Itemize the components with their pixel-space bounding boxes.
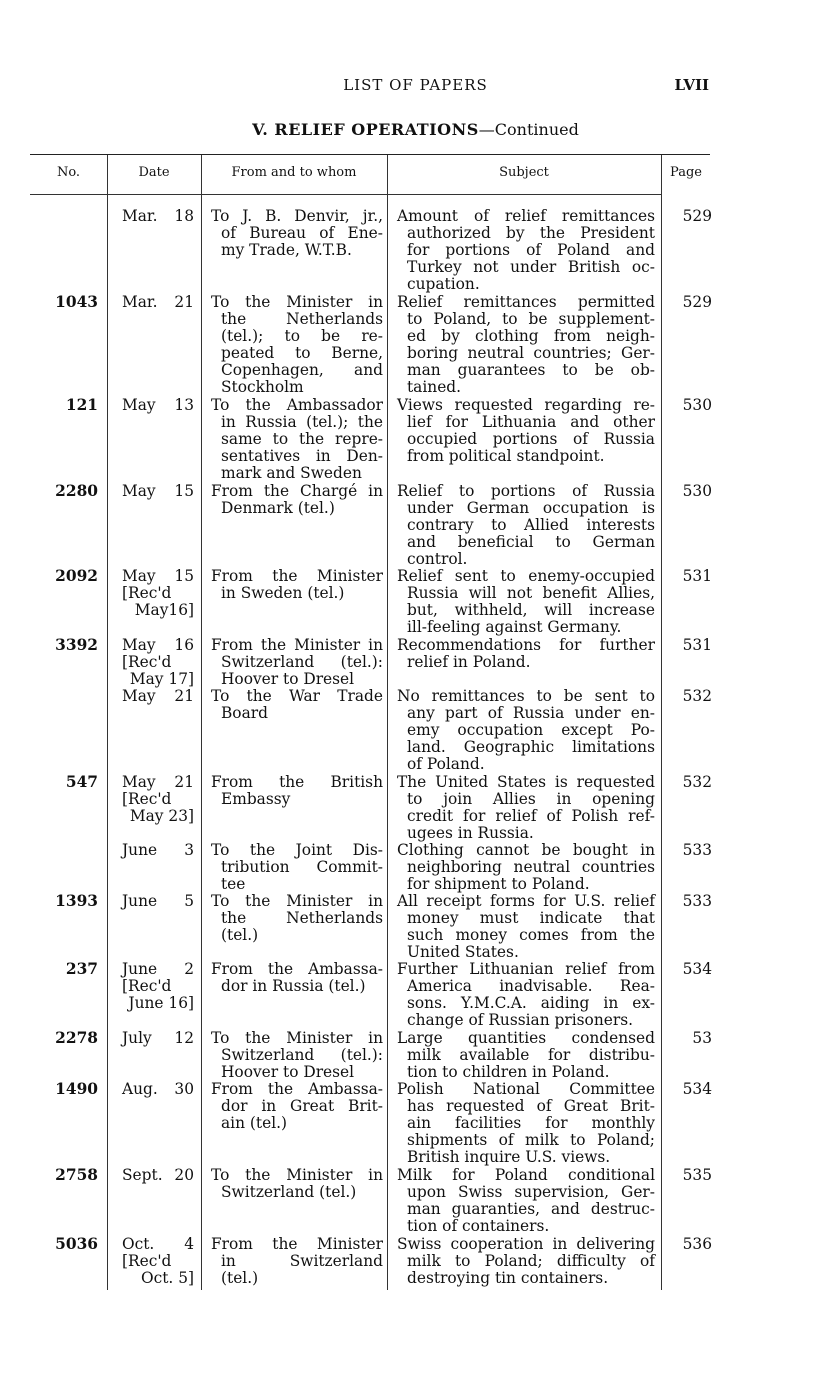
entry-page: 530 xyxy=(682,482,712,500)
entry-date-sent: May 15 xyxy=(122,567,194,585)
entry-subject: Further Lithuanian relief from America inadvisable. Rea- sons. Y.M.C.A. aiding in ex- change of Russian prisoners. xyxy=(397,960,655,1030)
entry-page: 532 xyxy=(682,687,712,705)
entry-date-sent: Aug. 30 xyxy=(122,1080,194,1098)
entry-date-sent: June 3 xyxy=(122,841,194,859)
entry-from-to: To the War Trade Board xyxy=(211,687,383,723)
entry-from-to: From the Minister in Sweden (tel.) xyxy=(211,567,383,603)
header-rule-date xyxy=(108,194,201,195)
entry-date xyxy=(122,842,194,859)
entry-date-sent: June 2 xyxy=(122,960,194,978)
entry-date xyxy=(122,1167,194,1184)
section-title-main: V. RELIEF OPERATIONS xyxy=(252,120,479,139)
entry-date xyxy=(122,568,194,619)
entry-from-to: To the Minister in Switzerland (tel.) xyxy=(211,1166,383,1202)
entry-date xyxy=(122,774,194,825)
entry-date-received: [Rec'd xyxy=(122,1252,172,1271)
entry-page: 531 xyxy=(682,636,712,654)
column-header-page: Page xyxy=(670,165,702,180)
entry-page: 531 xyxy=(682,567,712,585)
entry-date-sent: May 15 xyxy=(122,482,194,500)
entry-subject: Relief remittances permitted to Poland, to be supplement- ed by clothing from neigh- boring neutral countries; Ger- man guarantees to be ob- tained. xyxy=(397,293,655,397)
entry-subject: Relief to portions of Russia under German occupation is contrary to Allied interests and beneficial to German control. xyxy=(397,482,655,569)
entry-subject: Amount of relief remittances authorized by the President for portions of Poland and Turkey not under British oc- cupation. xyxy=(397,207,655,294)
entry-subject: The United States is requested to join Allies in opening credit for relief of Polish ref- ugees in Russia. xyxy=(397,773,655,843)
entry-page: 529 xyxy=(682,293,712,311)
entry-date-sent: May 16 xyxy=(122,636,194,654)
entry-page: 536 xyxy=(682,1235,712,1253)
column-divider-from-subject xyxy=(387,155,388,1290)
entry-number: 547 xyxy=(65,773,98,791)
entry-subject: Relief sent to enemy-occupied Russia will not benefit Allies, but, withheld, will increase ill-feeling against Germany. xyxy=(397,567,655,637)
column-header-from: From and to whom xyxy=(231,165,357,180)
entry-date-sent: June 5 xyxy=(122,892,194,910)
entry-subject: Recommendations for further relief in Poland. xyxy=(397,636,655,672)
entry-page: 533 xyxy=(682,892,712,910)
entry-date xyxy=(122,397,194,414)
entry-date xyxy=(122,1236,194,1287)
column-divider-date-from xyxy=(201,155,202,1290)
entry-date-received: Oct. 5] xyxy=(140,1269,194,1288)
folio-page-number: LVII xyxy=(674,76,709,94)
entry-page: 53 xyxy=(692,1029,712,1047)
entry-date xyxy=(122,893,194,910)
entry-page: 530 xyxy=(682,396,712,414)
entry-from-to: From the British Embassy xyxy=(211,773,383,809)
entry-number: 2278 xyxy=(55,1029,98,1047)
entry-subject: Milk for Poland conditional upon Swiss supervision, Ger- man guaranties, and destruc- tion of containers. xyxy=(397,1166,655,1236)
entry-from-to: To the Minister in Switzerland (tel.): Hoover to Dresel xyxy=(211,1029,383,1082)
entry-number: 237 xyxy=(65,960,98,978)
column-header-date: Date xyxy=(138,165,170,180)
entry-from-to: To the Joint Dis- tribution Commit- tee xyxy=(211,841,383,894)
entry-number: 1490 xyxy=(55,1080,98,1098)
entry-number: 1393 xyxy=(55,892,98,910)
entry-date-received: [Rec'd xyxy=(122,977,172,996)
entry-date xyxy=(122,208,194,225)
entry-from-to: From the Chargé in Denmark (tel.) xyxy=(211,482,383,518)
entry-from-to: To the Ambassador in Russia (tel.); the same to the repre- sentatives in Den- mark and Sweden xyxy=(211,396,383,483)
column-header-no: No. xyxy=(56,165,81,180)
entry-number: 121 xyxy=(65,396,98,414)
entry-date xyxy=(122,1081,194,1098)
section-title-suffix: —Continued xyxy=(478,120,579,139)
entry-date-sent: May 21 xyxy=(122,773,194,791)
header-rule-subject xyxy=(388,194,661,195)
table-top-rule xyxy=(30,154,710,155)
entry-from-to: To the Minister in the Netherlands (tel.); to be re- peated to Berne, Copenhagen, and Stockholm xyxy=(211,293,383,397)
entry-date-received: May16] xyxy=(134,601,194,620)
column-header-subject: Subject xyxy=(499,165,549,180)
entry-subject: All receipt forms for U.S. relief money must indicate that such money comes from the United States. xyxy=(397,892,655,962)
column-divider-subject-page xyxy=(661,155,662,1290)
entry-number: 5036 xyxy=(55,1235,98,1253)
entry-number: 3392 xyxy=(55,636,98,654)
entry-from-to: To the Minister in the Netherlands (tel.) xyxy=(211,892,383,945)
entry-subject: No remittances to be sent to any part of Russia under en- emy occupation except Po- land. Geographic limitations of Poland. xyxy=(397,687,655,774)
header-rule-from xyxy=(202,194,387,195)
page-header xyxy=(0,76,831,100)
entry-date xyxy=(122,688,194,705)
entry-number: 2758 xyxy=(55,1166,98,1184)
entry-date xyxy=(122,294,194,311)
entry-date-sent: Mar. 18 xyxy=(122,207,194,225)
entry-from-to: To J. B. Denvir, jr., of Bureau of Ene- my Trade, W.T.B. xyxy=(211,207,383,260)
entry-date-sent: Oct. 4 xyxy=(122,1235,194,1253)
entry-page: 534 xyxy=(682,1080,712,1098)
entry-date-received: May 23] xyxy=(129,807,194,826)
column-divider-no-date xyxy=(107,155,108,1290)
entry-subject: Swiss cooperation in delivering milk to Poland; difficulty of destroying tin containers. xyxy=(397,1235,655,1288)
header-rule-no xyxy=(30,194,107,195)
entry-subject: Views requested regarding re- lief for Lithuania and other occupied portions of Russia from political standpoint. xyxy=(397,396,655,466)
entry-page: 534 xyxy=(682,960,712,978)
running-title: LIST OF PAPERS xyxy=(343,76,488,94)
entry-subject: Polish National Committee has requested of Great Brit- ain facilities for monthly shipments of milk to Poland; British inquire U.S. views. xyxy=(397,1080,655,1167)
entry-date-received: [Rec'd xyxy=(122,790,172,809)
entry-date-sent: Sept. 20 xyxy=(122,1166,194,1184)
entry-subject: Large quantities condensed milk available for distribu- tion to children in Poland. xyxy=(397,1029,655,1082)
entry-page: 533 xyxy=(682,841,712,859)
entry-date-sent: Mar. 21 xyxy=(122,293,194,311)
entry-date-received: May 17] xyxy=(129,670,194,689)
entry-page: 529 xyxy=(682,207,712,225)
entry-date-sent: May 13 xyxy=(122,396,194,414)
entry-subject: Clothing cannot be bought in neighboring neutral countries for shipment to Poland. xyxy=(397,841,655,894)
entry-from-to: From the Ambassa- dor in Great Brit- ain (tel.) xyxy=(211,1080,383,1133)
entry-number: 2092 xyxy=(55,567,98,585)
entry-number: 2280 xyxy=(55,482,98,500)
entry-date-received: [Rec'd xyxy=(122,653,172,672)
entry-date-sent: July 12 xyxy=(122,1029,194,1047)
entry-date xyxy=(122,637,194,688)
entry-from-to: From the Minister in Switzerland (tel.): Hoover to Dresel xyxy=(211,636,383,689)
entry-number: 1043 xyxy=(55,293,98,311)
entry-from-to: From the Ambassa- dor in Russia (tel.) xyxy=(211,960,383,996)
entry-date-received: [Rec'd xyxy=(122,584,172,603)
section-title xyxy=(0,120,831,139)
entry-date-sent: May 21 xyxy=(122,687,194,705)
entry-date xyxy=(122,483,194,500)
entry-from-to: From the Minister in Switzerland (tel.) xyxy=(211,1235,383,1288)
entry-date-received: June 16] xyxy=(128,994,194,1013)
entry-date xyxy=(122,961,194,1012)
entry-page: 532 xyxy=(682,773,712,791)
entry-date xyxy=(122,1030,194,1047)
entry-page: 535 xyxy=(682,1166,712,1184)
